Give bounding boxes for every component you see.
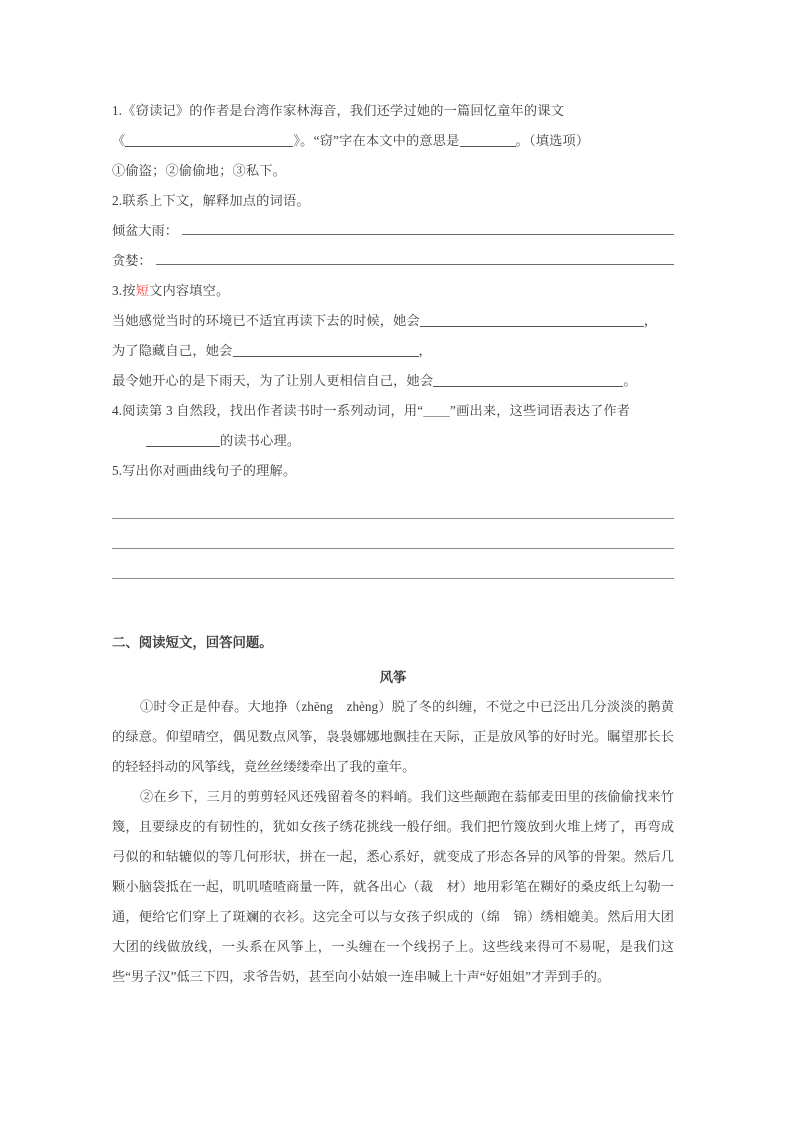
question-5-answer-line-3[interactable] bbox=[112, 556, 674, 586]
fill-3-blank[interactable] bbox=[433, 373, 623, 387]
question-1-tail-text: 。（填选项） bbox=[515, 133, 590, 148]
question-2-term-1 bbox=[112, 216, 674, 246]
question-4 bbox=[112, 396, 674, 456]
fill-2-text: 为了隐藏自己，她会 bbox=[112, 343, 233, 358]
question-5-prompt: 5.写出你对画曲线句子的理解。 bbox=[112, 463, 297, 478]
question-4-line-2-text: 的读书心理。 bbox=[220, 433, 301, 448]
term-2-answer-blank[interactable] bbox=[156, 251, 674, 265]
question-3-prompt-pre: 3.按 bbox=[112, 283, 136, 298]
fill-2-blank[interactable] bbox=[233, 343, 419, 357]
question-3-prompt-post: 文内容填空。 bbox=[149, 283, 230, 298]
meaning-option-blank[interactable] bbox=[460, 133, 516, 147]
question-2-term-2 bbox=[112, 246, 674, 276]
fill-1-text: 当她感觉当时的环境已不适宜再读下去的时候，她会 bbox=[112, 313, 420, 328]
fill-1-blank[interactable] bbox=[420, 313, 644, 327]
question-5-answer-line-1[interactable] bbox=[112, 496, 674, 526]
fill-3-tail: 。 bbox=[623, 373, 637, 388]
worksheet-page bbox=[112, 0, 674, 1122]
question-5-answer-line-2[interactable] bbox=[112, 526, 674, 556]
question-3-fill-2 bbox=[112, 336, 674, 366]
question-5-gap bbox=[112, 486, 674, 496]
article-paragraph-1: ①时令正是仲春。大地挣（zhēng zhèng）脱了冬的纠缠，不觉之中已泛出几分淡淡的鹅黄的绿意。仰望晴空，偶见数点风筝，袅袅娜娜地飘挂在天际，正是放风筝的好时光。瞩望那长长的轻轻抖动的风筝线，竟丝丝缕缕牵出了我的童年。 bbox=[112, 699, 674, 774]
question-1-line-2 bbox=[112, 126, 674, 156]
article-paragraph-2: ②在乡下，三月的剪剪轻风还残留着冬的料峭。我们这些颠跑在蓊郁麦田里的孩偷偷找来竹篾，且要绿皮的有韧性的，犹如女孩子绣花挑线一般仔细。我们把竹篾放到火堆上烤了，再弯成弓似的和轱辘似的等几何形状，拼在一起，悉心系好，就变成了形态各异的风筝的骨架。然后几颗小脑袋抵在一起，叽叽喳喳商量一阵，就各出心（裁 材）地用彩笔在糊好的桑皮纸上勾勒一通，便给它们穿上了斑斓的衣衫。这完全可以与女孩子织成的（绵 锦）绣相媲美。然后用大团大团的线做放线，一头系在风筝上，一头缠在一个线拐子上。这些线来得可不易呢，是我们这些“男子汉”低三下四，求爷告奶，甚至向小姑娘一连串喊上十声“好姐姐”才弄到手的。 bbox=[112, 789, 674, 984]
term-2-label: 贪婪： bbox=[112, 253, 152, 268]
question-3-fill-3 bbox=[112, 366, 674, 396]
question-4-blank[interactable] bbox=[146, 433, 220, 447]
question-1-line-1: 1.《窃读记》的作者是台湾作家林海音，我们还学过她的一篇回忆童年的课文 bbox=[112, 103, 565, 118]
top-margin bbox=[112, 0, 674, 96]
question-3-fill-1 bbox=[112, 306, 674, 336]
question-1-middle-text: 》。“窃”字在本文中的意思是 bbox=[293, 133, 460, 148]
fill-2-tail: ， bbox=[418, 343, 432, 358]
section-2-heading: 二、阅读短文，回答问题。 bbox=[112, 635, 273, 650]
term-1-answer-blank[interactable] bbox=[182, 221, 674, 235]
question-5 bbox=[112, 456, 674, 586]
fill-1-tail: ， bbox=[643, 313, 658, 328]
book-bracket-open: 《 bbox=[112, 133, 126, 148]
question-4-line-2 bbox=[112, 426, 674, 456]
section-2 bbox=[112, 628, 674, 992]
question-2 bbox=[112, 186, 674, 276]
section-gap bbox=[112, 586, 674, 628]
fill-3-text: 最令她开心的是下雨天，为了让别人更相信自己，她会 bbox=[112, 373, 434, 388]
question-3-highlighted-char: 短 bbox=[135, 283, 150, 298]
question-1 bbox=[112, 96, 674, 186]
question-3 bbox=[112, 276, 674, 396]
question-3-prompt bbox=[112, 276, 674, 306]
question-2-prompt: 2.联系上下文，解释加点的词语。 bbox=[112, 193, 310, 208]
book-title-blank[interactable] bbox=[125, 133, 293, 147]
question-4-line-1: 4.阅读第 3 自然段，找出作者读书时一系列动词，用“＿＿”画出来，这些词语表达了作者 bbox=[112, 403, 631, 418]
question-1-options: ①偷盗；②偷偷地；③私下。 bbox=[112, 163, 287, 178]
article-title: 风筝 bbox=[379, 670, 407, 685]
term-1-label: 倾盆大雨： bbox=[112, 223, 178, 238]
